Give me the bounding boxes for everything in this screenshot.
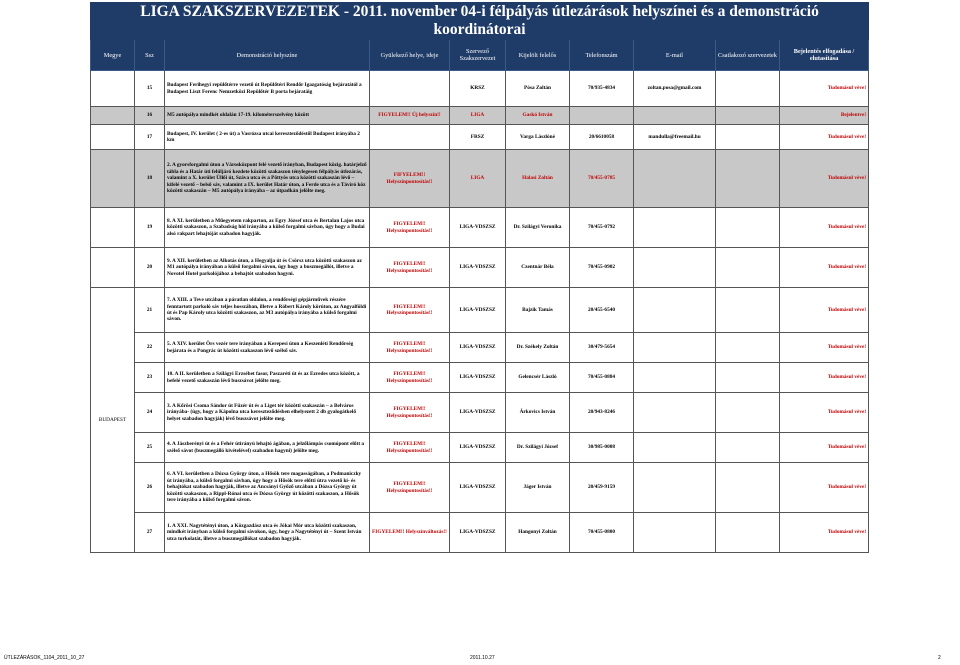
email-cell	[634, 333, 716, 363]
organizer-cell: LIGA-VDSZSZ	[450, 363, 506, 393]
table-row	[91, 208, 869, 248]
phone-cell: 30/479-5654	[570, 333, 634, 363]
email-cell	[634, 513, 716, 553]
status-cell: Tudomásul vève!	[780, 393, 869, 433]
row-number: 20	[135, 248, 165, 288]
location-cell: 9. A XII. kerületben az Alkotás úton, a Hegyalja út és Csörsz utca közötti szakaszon az M1 autópálya irányában a külső forgalmi sávon, úgy hogy a buszmegállót, illetve a Novotel Hotel parkolójához a behajtót szabadon hagyni.	[165, 248, 370, 288]
phone-cell: 70/455-0792	[570, 208, 634, 248]
organizer-cell: LIGA	[450, 150, 506, 208]
phone-cell: 20/459-9159	[570, 463, 634, 513]
phone-cell: 70/455-0785	[570, 150, 634, 208]
location-cell: 8. A XI. kerületben a Műegyetem rakparton, az Egry József utca és Bertalan Lajos utca közötti szakaszon, a Szabadság híd irányába a külső forgalmi sávban, úgy hogy a Budai alsó rakpart lehajtóját szabadon hagyják.	[165, 208, 370, 248]
status-cell: Tudomásul vève!	[780, 125, 869, 150]
organizer-cell: LIGA-VDSZSZ	[450, 393, 506, 433]
joined-cell	[716, 71, 780, 107]
phone-cell: 20/6610058	[570, 125, 634, 150]
responsible-cell: Varga Lászlóné	[506, 125, 570, 150]
responsible-cell: Dr. Szilágyi József	[506, 433, 570, 463]
table-row	[91, 150, 869, 208]
col-header-gyulekezo: Gyülekező helye, ideje	[370, 40, 450, 71]
responsible-cell: Halasi Zoltán	[506, 150, 570, 208]
table-row	[91, 363, 869, 393]
email-cell	[634, 150, 716, 208]
county-cell: BUDAPEST	[91, 288, 135, 553]
responsible-cell: Dr. Székely Zoltán	[506, 333, 570, 363]
row-number: 16	[135, 107, 165, 125]
email-cell	[634, 248, 716, 288]
table-row	[91, 333, 869, 363]
joined-cell	[716, 433, 780, 463]
footer-date: 2011.10.27	[470, 655, 495, 661]
joined-cell	[716, 463, 780, 513]
row-number: 21	[135, 288, 165, 333]
joined-cell	[716, 107, 780, 125]
status-cell: Tudomásul vève!	[780, 248, 869, 288]
phone-cell: 70/935-4834	[570, 71, 634, 107]
responsible-cell: Gelencsér László	[506, 363, 570, 393]
col-header-bejelentes: Bejelentés elfogadása / elutasítása	[780, 40, 869, 71]
phone-cell: 70/455-0902	[570, 248, 634, 288]
status-cell: Tudomásul vève!	[780, 363, 869, 393]
col-header-felelos: Kijelölt felelős	[506, 40, 570, 71]
col-header-email: E-mail	[634, 40, 716, 71]
col-header-megye: Megye	[91, 40, 135, 71]
meeting-cell: FIGYELEM!! Helyszínpontosítás!!	[370, 363, 450, 393]
email-cell	[634, 107, 716, 125]
email-cell	[634, 393, 716, 433]
row-number: 27	[135, 513, 165, 553]
meeting-cell: FIGYELEM!! Helyszínpontosítás!!	[370, 463, 450, 513]
meeting-cell: FIGYELEM!! Helyszínpontosítás!!	[370, 288, 450, 333]
table-row	[91, 71, 869, 107]
responsible-cell: Árkovics István	[506, 393, 570, 433]
col-header-csatlakozo: Csatlakozó szervezetek	[716, 40, 780, 71]
email-cell[interactable]: mandulla@freemail.hu	[634, 125, 716, 150]
email-cell	[634, 463, 716, 513]
status-cell: Tudomásul vève!	[780, 288, 869, 333]
status-cell: Tudomásul vève!	[780, 333, 869, 363]
col-header-helyszin: Demonstráció helyszíne	[165, 40, 370, 71]
table-row	[91, 125, 869, 150]
meeting-cell	[370, 125, 450, 150]
location-cell: Budapest, IV. kerület ( 2-es út) a Vasrózsa utcai kereszteződéstől Budapest irányába 2 km	[165, 125, 370, 150]
row-number: 24	[135, 393, 165, 433]
location-cell: 7. A XIII. a Teve utcában a páratlan oldalon, a rendőrségi gépjárművek részére fenntartott parkoló sáv teljes hosszában, illetve a Róbert Károly körúton, az Angyalföldi út és Pap Károly utca közötti szakaszon, az M3 autópálya irányába a külső forgalmi sávon.	[165, 288, 370, 333]
location-cell: 6. A VI. kerületben a Dózsa György úton, a Hősök tere magasságában, a Podmaniczky út irányába, a külső forgalmi sávban, úgy hogy a Hősök tere előtti útra vezető ki- és behajtókat szabadon hagyják, illetve az Ancsányi Győző utcában a Dózsa György út közötti szakaszon, a Rippl-Rónai utca és Dózsa György út közötti szakaszon, a Hősök tere irányába a külső forgalmi sávon.	[165, 463, 370, 513]
location-cell: 4. A Jászberényi út és a Fehér útirányú lehajtó ágában, a jelzőlámpás csomópont előtt a szélső sávot (buszmegálló kivételével) szabadon hagyni) jelölte meg.	[165, 433, 370, 463]
organizer-cell: LIGA-VDSZSZ	[450, 248, 506, 288]
meeting-cell: FIGYELEM!! Új helyszín!!	[370, 107, 450, 125]
meeting-cell: FIGYELEM!! Helyszínpontosítás!!	[370, 248, 450, 288]
table-row	[91, 248, 869, 288]
joined-cell	[716, 363, 780, 393]
status-cell: Tudomásul vève!	[780, 208, 869, 248]
organizer-cell: LIGA-VDSZSZ	[450, 513, 506, 553]
email-cell	[634, 288, 716, 333]
responsible-cell: Hangonyi Zoltán	[506, 513, 570, 553]
table-row	[91, 288, 869, 333]
joined-cell	[716, 150, 780, 208]
location-cell: 1. A XXI. Nagytétényi úton, a Közgazdász utca és Jókai Mór utca közötti szakaszon, mindkét irányban a külső forgalmi sávokon, úgy, hogy a Nagytétényi út – Szent István utca torkolatát, illetve a buszmegállókat szabadon hagyják.	[165, 513, 370, 553]
email-cell[interactable]: zoltan.posa@gmail.com	[634, 71, 716, 107]
status-cell: Tudomásul vève!	[780, 71, 869, 107]
status-cell: Tudomásul vève!	[780, 463, 869, 513]
organizer-cell: LIGA-VDSZSZ	[450, 288, 506, 333]
phone-cell: 30/985-0008	[570, 433, 634, 463]
location-cell: 5. A XIV. kerület Örs vezér tere irányában a Kerepesi úton a Keszenléti Rendőrség bejárata és a Pongrác út közötti szakaszon lévő szélső sáv.	[165, 333, 370, 363]
meeting-cell	[370, 71, 450, 107]
data-table	[90, 2, 869, 553]
row-number: 15	[135, 71, 165, 107]
organizer-cell: LIGA-VDSZSZ	[450, 433, 506, 463]
table-row	[91, 107, 869, 125]
meeting-cell: FIGYELEM!! Helyszínpontosítás!!	[370, 333, 450, 363]
email-cell	[634, 363, 716, 393]
col-header-szervezo: Szervező Szakszervezet	[450, 40, 506, 71]
joined-cell	[716, 288, 780, 333]
responsible-cell: Jáger István	[506, 463, 570, 513]
joined-cell	[716, 393, 780, 433]
responsible-cell: Czentnár Béla	[506, 248, 570, 288]
row-number: 19	[135, 208, 165, 248]
meeting-cell: FIGYELEM!! Helyszínpontosítás!!	[370, 433, 450, 463]
joined-cell	[716, 208, 780, 248]
spreadsheet	[90, 2, 868, 553]
organizer-cell: KRSZ	[450, 71, 506, 107]
phone-cell	[570, 107, 634, 125]
joined-cell	[716, 248, 780, 288]
table-row	[91, 513, 869, 553]
responsible-cell: Pósa Zoltán	[506, 71, 570, 107]
col-header-telefon: Telefonszám	[570, 40, 634, 71]
email-cell	[634, 433, 716, 463]
table-row	[91, 433, 869, 463]
organizer-cell: FRSZ	[450, 125, 506, 150]
location-cell: Budapest Ferihegyi repülőtérre vezető út Repülőtéri Rendőr Igazgatóság bejáratától a Budapest Liszt Ferenc Nemzetközi Repülőtér B porta bejáratáig	[165, 71, 370, 107]
organizer-cell: LIGA	[450, 107, 506, 125]
row-number: 26	[135, 463, 165, 513]
row-number: 25	[135, 433, 165, 463]
joined-cell	[716, 125, 780, 150]
row-number: 23	[135, 363, 165, 393]
row-number: 22	[135, 333, 165, 363]
responsible-cell: Dr. Szilágyi Veronika	[506, 208, 570, 248]
location-cell: 10. A II. kerületben a Szilágyi Erzsébet fasor, Paszaréti út és az Ezredes utca között, a befelé vezető szakaszán lévő buszsávot jelölte meg.	[165, 363, 370, 393]
meeting-cell: FIGYELEM!! Helyszínpontosítás!!	[370, 208, 450, 248]
phone-cell: 20/455-6540	[570, 288, 634, 333]
organizer-cell: LIGA-VDSZSZ	[450, 208, 506, 248]
row-number: 18	[135, 150, 165, 208]
meeting-cell: FIFYELEM!! Helyszínpontosítás!!	[370, 150, 450, 208]
status-cell: Bejelentve!	[780, 107, 869, 125]
location-cell: M5 autópálya mindkét oldalán 17-19. kilométerszelvény között	[165, 107, 370, 125]
header-row	[91, 40, 869, 71]
footer-filename: ÚTLEZÁRÁSOK_1104_2011_10_27	[4, 655, 85, 661]
phone-cell: 70/455-0800	[570, 513, 634, 553]
responsible-cell: Gaskó István	[506, 107, 570, 125]
col-header-ssz: Ssz	[135, 40, 165, 71]
joined-cell	[716, 513, 780, 553]
row-number: 17	[135, 125, 165, 150]
email-cell	[634, 208, 716, 248]
organizer-cell: LIGA-VDSZSZ	[450, 463, 506, 513]
meeting-cell: FIGYELEM!! Helyszínváltozás!!	[370, 513, 450, 553]
table-row	[91, 463, 869, 513]
organizer-cell: LIGA-VDSZSZ	[450, 333, 506, 363]
status-cell: Tudomásul vève!	[780, 150, 869, 208]
location-cell: 2. A gyorsforgalmi úton a Városközpont felé vezető irányban, Budapest közig. határjelző tábla és a Határ úti felüljáró kezdete közötti szakaszon ténylegesen félpályás útlezárás, valamint a X. kerület Üllői út, Száva utca és a Pöttyös utca közötti szakaszán lévő – kifelé vezető – belső sáv, valamint a IX. kerület Határ úton, a Ferde utca és a Távíró köz közötti szakaszán – M5 autópálya irányába – az útpadkán jelölte meg.	[165, 150, 370, 208]
table-row	[91, 393, 869, 433]
phone-cell: 20/943-8246	[570, 393, 634, 433]
status-cell: Tudomásul vève!	[780, 433, 869, 463]
joined-cell	[716, 333, 780, 363]
responsible-cell: Bajzik Tamás	[506, 288, 570, 333]
location-cell: 3. A Kőrösi Csoma Sándor út Füzér út és a Liget tér közötti szakaszán – a Belváros irányába- (úgy, hogy a Kápolna utca kereszteződésben elhelyezett 2 db gyalogátkelő helyet szabadon hagyják) lévő buszsávot jelölte meg.	[165, 393, 370, 433]
footer-page-number: 2	[938, 655, 941, 661]
meeting-cell: FIGYELEM!! Helyszínpontosítás!!	[370, 393, 450, 433]
page-title: LIGA SZAKSZERVEZETEK - 2011. november 04-i félpályás útlezárások helyszínei és a demonstráció koordinátorai	[91, 3, 869, 40]
phone-cell: 70/455-0884	[570, 363, 634, 393]
status-cell: Tudomásul vève!	[780, 513, 869, 553]
